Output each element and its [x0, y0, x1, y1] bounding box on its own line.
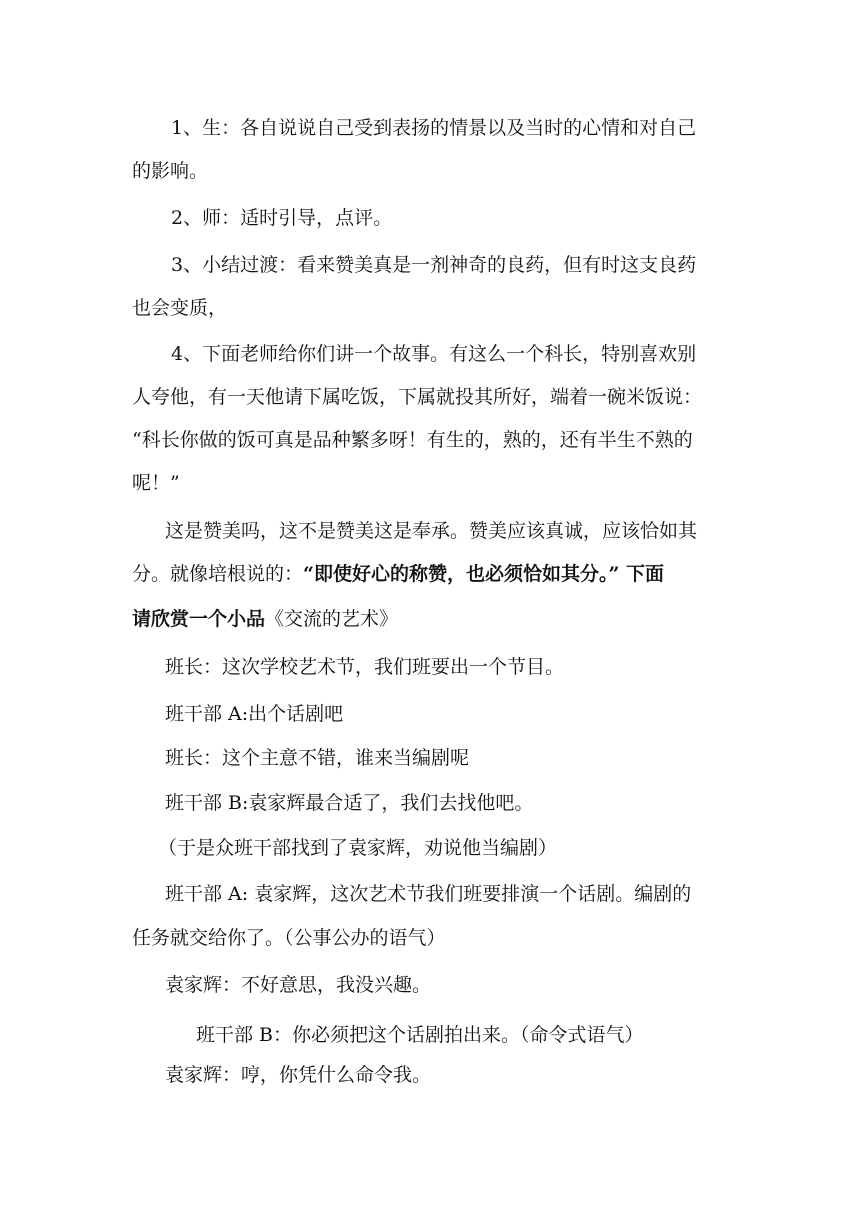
paragraph-4-line-2: 人夸他，有一天他请下属吃饭，下属就投其所好，端着一碗米饭说：	[132, 386, 703, 408]
paragraph-5-line-3	[132, 606, 398, 632]
dialogue-line-6-part-1: 班干部 A: 袁家辉，这次艺术节我们班要排演一个话剧。编剧的	[165, 883, 692, 905]
paragraph-1-line-1: 1、生：各自说说自己受到表扬的情景以及当时的心情和对自己	[171, 117, 697, 139]
dialogue-line-6-part-2: 任务就交给你了。（公事公办的语气）	[132, 927, 446, 949]
dialogue-line-8: 班干部 B：你必须把这个话剧拍出来。（命令式语气）	[196, 1024, 644, 1046]
sketch-title: 《交流的艺术》	[265, 608, 399, 630]
stage-direction: （于是众班干部找到了袁家辉，劝说他当编剧）	[158, 837, 558, 859]
dialogue-line-3: 班长：这个主意不错，谁来当编剧呢	[165, 747, 470, 769]
sketch-intro: 请欣赏一个小品	[132, 608, 266, 630]
dialogue-line-4: 班干部 B:袁家辉最合适了，我们去找他吧。	[165, 792, 534, 814]
dialogue-line-7: 袁家辉：不好意思，我没兴趣。	[165, 974, 432, 996]
paragraph-2: 2、师：适时引导，点评。	[171, 207, 393, 229]
paragraph-1-line-2: 的影响。	[132, 160, 209, 182]
paragraph-3-line-1: 3、小结过渡：看来赞美真是一剂神奇的良药，但有时这支良药	[171, 254, 697, 276]
dialogue-line-2: 班干部 A:出个话剧吧	[165, 703, 344, 725]
paragraph-4-line-1: 4、下面老师给你们讲一个故事。有这么一个科长，特别喜欢别	[171, 343, 697, 365]
paragraph-4-line-4: 呢！”	[132, 472, 180, 494]
paragraph-4-line-3: “科长你做的饭可真是品种繁多呀！有生的，熟的，还有半生不熟的	[132, 429, 693, 451]
paragraph-3-line-2: 也会变质，	[132, 297, 228, 319]
paragraph-5-line-2	[132, 561, 664, 587]
paragraph-5-text: 分。就像培根说的：	[132, 563, 304, 585]
bacon-quote: “即使好心的称赞，也必须恰如其分。” 下面	[303, 563, 664, 585]
paragraph-5-line-1: 这是赞美吗，这不是赞美这是奉承。赞美应该真诚，应该恰如其	[165, 520, 698, 542]
dialogue-line-1: 班长：这次学校艺术节，我们班要出一个节目。	[165, 656, 565, 678]
dialogue-line-9: 袁家辉：哼，你凭什么命令我。	[165, 1064, 432, 1086]
